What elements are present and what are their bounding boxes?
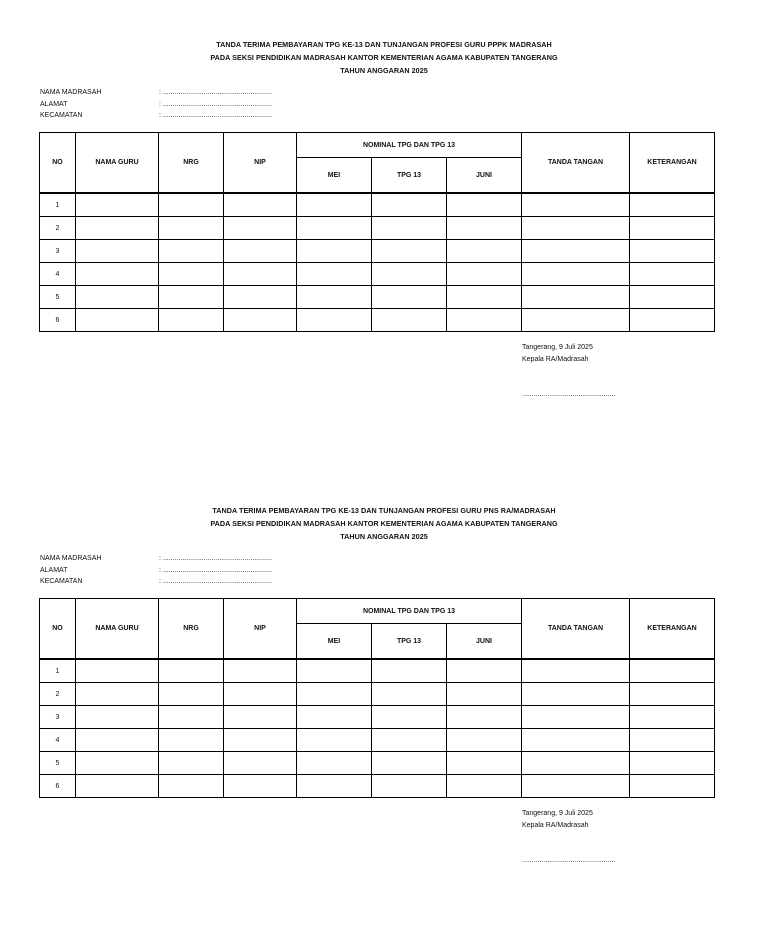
cell-keterangan[interactable] — [630, 217, 715, 240]
cell-keterangan[interactable] — [630, 286, 715, 309]
title-line-1: TANDA TERIMA PEMBAYARAN TPG KE-13 DAN TUNJANGAN PROFESI GURU PNS RA/MADRASAH — [212, 506, 556, 515]
cell-keterangan[interactable] — [630, 706, 715, 729]
table-row — [40, 217, 715, 240]
cell-tpg13[interactable] — [372, 752, 447, 775]
cell-nama-guru[interactable] — [76, 659, 159, 683]
table-row — [40, 752, 715, 775]
cell-juni[interactable] — [447, 217, 522, 240]
field-kecamatan[interactable] — [40, 110, 300, 122]
field-value[interactable]: : ........................................................ — [159, 100, 272, 108]
cell-nama-guru[interactable] — [76, 263, 159, 286]
header-no: NO — [40, 599, 76, 660]
title-line-3: TAHUN ANGGARAN 2025 — [340, 66, 428, 75]
row-number: 3 — [40, 240, 76, 263]
cell-nama-guru[interactable] — [76, 309, 159, 332]
cell-nrg[interactable] — [159, 706, 224, 729]
signature-line[interactable]: ................................................ — [522, 391, 616, 398]
header-no: NO — [40, 133, 76, 194]
cell-nama-guru[interactable] — [76, 752, 159, 775]
signature-block — [522, 342, 615, 401]
cell-mei[interactable] — [297, 683, 372, 706]
cell-nrg[interactable] — [159, 659, 224, 683]
field-label: KECAMATAN — [40, 112, 83, 119]
signature-block — [522, 808, 615, 867]
row-number: 3 — [40, 706, 76, 729]
cell-nama-guru[interactable] — [76, 775, 159, 798]
cell-keterangan[interactable] — [630, 775, 715, 798]
cell-nama-guru[interactable] — [76, 286, 159, 309]
field-label: KECAMATAN — [40, 578, 83, 585]
row-number: 1 — [40, 193, 76, 217]
cell-tanda-tangan[interactable] — [522, 683, 630, 706]
cell-nip[interactable] — [224, 683, 297, 706]
field-value[interactable]: : ........................................................ — [159, 112, 272, 119]
cell-mei[interactable] — [297, 775, 372, 798]
field-label: NAMA MADRASAH — [40, 89, 102, 96]
cell-nrg[interactable] — [159, 240, 224, 263]
field-label: NAMA MADRASAH — [40, 555, 102, 562]
cell-juni[interactable] — [447, 659, 522, 683]
cell-mei[interactable] — [297, 659, 372, 683]
cell-keterangan[interactable] — [630, 309, 715, 332]
cell-mei[interactable] — [297, 706, 372, 729]
field-label: ALAMAT — [40, 100, 68, 108]
cell-keterangan[interactable] — [630, 240, 715, 263]
row-number: 6 — [40, 775, 76, 798]
cell-tanda-tangan[interactable] — [522, 240, 630, 263]
cell-mei[interactable] — [297, 263, 372, 286]
cell-tpg13[interactable] — [372, 193, 447, 217]
payment-table — [39, 598, 715, 798]
cell-nrg[interactable] — [159, 217, 224, 240]
cell-tpg13[interactable] — [372, 263, 447, 286]
cell-mei[interactable] — [297, 240, 372, 263]
cell-nrg[interactable] — [159, 775, 224, 798]
header-tpg13: TPG 13 — [372, 624, 447, 660]
cell-tpg13[interactable] — [372, 659, 447, 683]
cell-juni[interactable] — [447, 286, 522, 309]
field-kecamatan[interactable] — [40, 576, 300, 588]
cell-nrg[interactable] — [159, 729, 224, 752]
cell-juni[interactable] — [447, 775, 522, 798]
table-row — [40, 309, 715, 332]
header-mei: MEI — [297, 624, 372, 660]
cell-tpg13[interactable] — [372, 240, 447, 263]
cell-nip[interactable] — [224, 775, 297, 798]
signature-role: Kepala RA/Madrasah — [522, 355, 589, 363]
cell-nama-guru[interactable] — [76, 729, 159, 752]
table-row — [40, 775, 715, 798]
signature-line[interactable]: ................................................ — [522, 857, 616, 864]
field-value[interactable]: : ........................................................ — [159, 578, 272, 585]
cell-tpg13[interactable] — [372, 309, 447, 332]
header-fields — [40, 553, 300, 588]
cell-juni[interactable] — [447, 729, 522, 752]
header-nip: NIP — [224, 133, 297, 194]
cell-keterangan[interactable] — [630, 263, 715, 286]
field-label: ALAMAT — [40, 566, 68, 574]
table-row — [40, 659, 715, 683]
table-row — [40, 683, 715, 706]
cell-mei[interactable] — [297, 217, 372, 240]
row-number: 5 — [40, 752, 76, 775]
cell-nip[interactable] — [224, 193, 297, 217]
cell-tpg13[interactable] — [372, 286, 447, 309]
cell-nrg[interactable] — [159, 286, 224, 309]
header-tanda-tangan: TANDA TANGAN — [522, 133, 630, 194]
field-value[interactable]: : ........................................................ — [159, 555, 272, 562]
cell-tpg13[interactable] — [372, 683, 447, 706]
header-juni: JUNI — [447, 624, 522, 660]
row-number: 2 — [40, 683, 76, 706]
header-nominal-group: NOMINAL TPG DAN TPG 13 — [297, 599, 522, 624]
header-keterangan: KETERANGAN — [630, 599, 715, 660]
signature-role: Kepala RA/Madrasah — [522, 821, 589, 829]
header-mei: MEI — [297, 158, 372, 194]
cell-nip[interactable] — [224, 240, 297, 263]
cell-tanda-tangan[interactable] — [522, 286, 630, 309]
header-nama-guru: NAMA GURU — [76, 133, 159, 194]
form-title — [0, 38, 768, 77]
cell-nip[interactable] — [224, 217, 297, 240]
field-value[interactable]: : ........................................................ — [159, 89, 272, 96]
cell-keterangan[interactable] — [630, 729, 715, 752]
cell-juni[interactable] — [447, 193, 522, 217]
cell-nrg[interactable] — [159, 752, 224, 775]
cell-nama-guru[interactable] — [76, 240, 159, 263]
cell-nip[interactable] — [224, 706, 297, 729]
header-nip: NIP — [224, 599, 297, 660]
cell-nip[interactable] — [224, 659, 297, 683]
header-nrg: NRG — [159, 133, 224, 194]
cell-tanda-tangan[interactable] — [522, 217, 630, 240]
table-row — [40, 263, 715, 286]
header-nama-guru: NAMA GURU — [76, 599, 159, 660]
cell-nrg[interactable] — [159, 193, 224, 217]
title-line-1: TANDA TERIMA PEMBAYARAN TPG KE-13 DAN TUNJANGAN PROFESI GURU PPPK MADRASAH — [216, 40, 552, 49]
field-value[interactable]: : ........................................................ — [159, 566, 272, 574]
row-number: 1 — [40, 659, 76, 683]
row-number: 4 — [40, 263, 76, 286]
cell-juni[interactable] — [447, 240, 522, 263]
table-row — [40, 729, 715, 752]
field-nama-madrasah[interactable] — [40, 87, 300, 99]
cell-tpg13[interactable] — [372, 706, 447, 729]
cell-nip[interactable] — [224, 286, 297, 309]
title-line-2: PADA SEKSI PENDIDIKAN MADRASAH KANTOR KEMENTERIAN AGAMA KABUPATEN TANGERANG — [210, 53, 558, 62]
header-nominal-group: NOMINAL TPG DAN TPG 13 — [297, 133, 522, 158]
cell-keterangan[interactable] — [630, 683, 715, 706]
cell-nrg[interactable] — [159, 263, 224, 286]
header-tanda-tangan: TANDA TANGAN — [522, 599, 630, 660]
title-line-3: TAHUN ANGGARAN 2025 — [340, 532, 428, 541]
cell-mei[interactable] — [297, 286, 372, 309]
row-number: 2 — [40, 217, 76, 240]
table-row — [40, 706, 715, 729]
header-tpg13: TPG 13 — [372, 158, 447, 194]
header-nrg: NRG — [159, 599, 224, 660]
cell-tpg13[interactable] — [372, 775, 447, 798]
header-fields — [40, 87, 300, 122]
cell-nip[interactable] — [224, 309, 297, 332]
cell-nip[interactable] — [224, 752, 297, 775]
row-number: 6 — [40, 309, 76, 332]
cell-juni[interactable] — [447, 683, 522, 706]
cell-tanda-tangan[interactable] — [522, 706, 630, 729]
field-nama-madrasah[interactable] — [40, 553, 300, 565]
field-alamat[interactable] — [40, 99, 300, 111]
cell-nama-guru[interactable] — [76, 193, 159, 217]
payment-table — [39, 132, 715, 332]
cell-tpg13[interactable] — [372, 729, 447, 752]
cell-nip[interactable] — [224, 263, 297, 286]
title-line-2: PADA SEKSI PENDIDIKAN MADRASAH KANTOR KEMENTERIAN AGAMA KABUPATEN TANGERANG — [210, 519, 558, 528]
cell-tanda-tangan[interactable] — [522, 193, 630, 217]
cell-mei[interactable] — [297, 193, 372, 217]
signature-place-date: Tangerang, 9 Juli 2025 — [522, 810, 593, 817]
cell-juni[interactable] — [447, 706, 522, 729]
cell-juni[interactable] — [447, 752, 522, 775]
cell-juni[interactable] — [447, 309, 522, 332]
header-juni: JUNI — [447, 158, 522, 194]
cell-tanda-tangan[interactable] — [522, 752, 630, 775]
row-number: 5 — [40, 286, 76, 309]
form-title — [0, 504, 768, 543]
cell-nama-guru[interactable] — [76, 706, 159, 729]
receipt-form-pppk — [0, 38, 768, 398]
cell-nama-guru[interactable] — [76, 683, 159, 706]
cell-mei[interactable] — [297, 752, 372, 775]
receipt-form-pns — [0, 504, 768, 864]
field-alamat[interactable] — [40, 565, 300, 577]
cell-mei[interactable] — [297, 729, 372, 752]
cell-nrg[interactable] — [159, 309, 224, 332]
cell-tanda-tangan[interactable] — [522, 309, 630, 332]
cell-nama-guru[interactable] — [76, 217, 159, 240]
table-row — [40, 286, 715, 309]
row-number: 4 — [40, 729, 76, 752]
cell-nrg[interactable] — [159, 683, 224, 706]
signature-place-date: Tangerang, 9 Juli 2025 — [522, 344, 593, 351]
table-row — [40, 193, 715, 217]
cell-tanda-tangan[interactable] — [522, 659, 630, 683]
cell-keterangan[interactable] — [630, 659, 715, 683]
cell-mei[interactable] — [297, 309, 372, 332]
cell-tanda-tangan[interactable] — [522, 729, 630, 752]
cell-keterangan[interactable] — [630, 193, 715, 217]
table-row — [40, 240, 715, 263]
cell-tanda-tangan[interactable] — [522, 775, 630, 798]
cell-keterangan[interactable] — [630, 752, 715, 775]
cell-tpg13[interactable] — [372, 217, 447, 240]
cell-tanda-tangan[interactable] — [522, 263, 630, 286]
cell-juni[interactable] — [447, 263, 522, 286]
cell-nip[interactable] — [224, 729, 297, 752]
header-keterangan: KETERANGAN — [630, 133, 715, 194]
